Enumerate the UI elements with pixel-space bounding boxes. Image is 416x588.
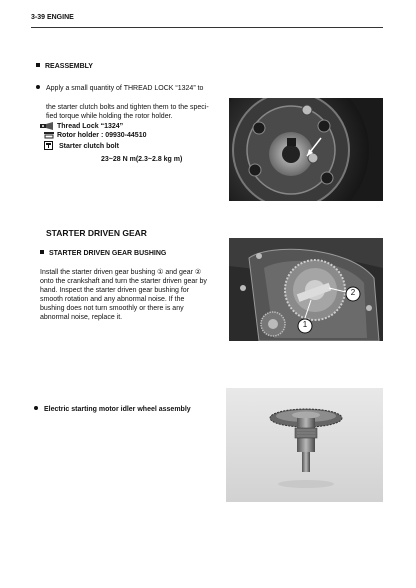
bullet-dot-icon — [34, 406, 38, 410]
instruction-line: Install the starter driven gear bushing ① and gear ② — [40, 269, 202, 276]
rotor-photo — [229, 98, 383, 201]
instruction-line: hand. Inspect the starter driven gear bushing for — [40, 287, 190, 294]
instruction-line: onto the crankshaft and turn the starter driven gear by — [40, 278, 207, 285]
idler-wheel-photo — [226, 388, 383, 502]
instruction-line: abnormal noise, replace it. — [40, 314, 123, 321]
bullet-square-icon — [36, 63, 40, 67]
driven-gear-photo — [229, 238, 383, 341]
idler-bullet: Electric starting motor idler wheel assembly — [34, 405, 191, 414]
reassembly-instructions: the starter clutch bolts and tighten them to the speci- fied torque while holding the rotor holder. — [46, 104, 209, 120]
bullet-dot-icon — [36, 85, 40, 89]
callout-2: 2 — [350, 288, 356, 297]
instruction-line: smooth rotation and any abnormal noise. If the — [40, 296, 185, 303]
torque-icon — [44, 141, 53, 153]
bullet-square-icon — [40, 250, 44, 254]
instruction-line: bushing does not turn smoothly or there is any — [40, 305, 184, 312]
rotor-holder-row: Rotor holder : 09930-44510 — [44, 131, 146, 142]
reassembly-bullet: Apply a small quantity of THREAD LOCK “1324” to — [36, 84, 203, 93]
torque-value: 23~28 N m(2.3~2.8 kg m) — [101, 156, 183, 163]
callout-1: 1 — [302, 320, 308, 329]
reassembly-heading: REASSEMBLY — [36, 62, 93, 71]
header-rule — [31, 27, 383, 28]
driven-gear-subheading: STARTER DRIVEN GEAR BUSHING — [40, 249, 166, 258]
thread-lock-row: Thread Lock “1324” — [40, 122, 123, 133]
driven-gear-title: STARTER DRIVEN GEAR — [46, 228, 147, 238]
page-header: 3-39 ENGINE — [31, 14, 74, 21]
driven-gear-instructions — [40, 268, 218, 322]
starter-clutch-bolt-row: Starter clutch bolt — [44, 141, 119, 153]
